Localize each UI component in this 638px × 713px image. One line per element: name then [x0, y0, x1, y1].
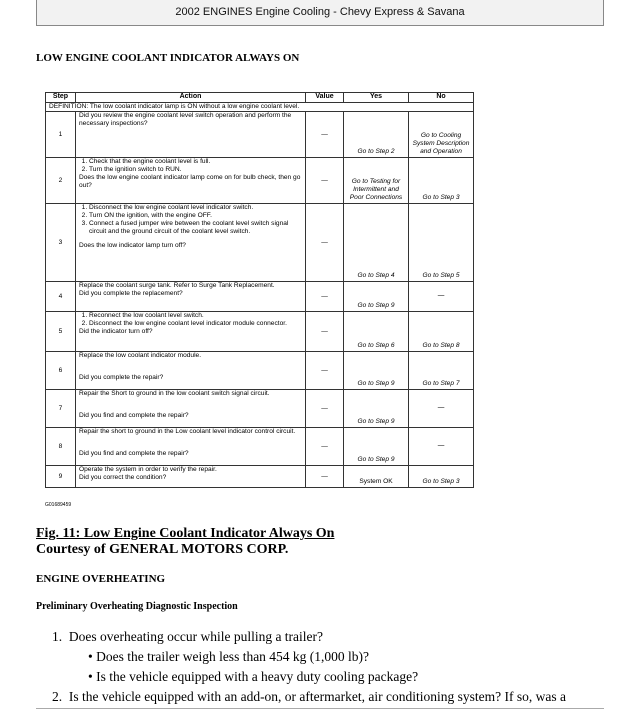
question-number: 1.: [52, 629, 69, 644]
action-question: Does the low indicator lamp turn off?: [79, 242, 186, 249]
yes-cell: Go to Step 9: [344, 282, 409, 312]
step-number: 6: [46, 352, 76, 390]
no-cell: Go to Step 5: [409, 204, 474, 282]
figure-caption-block: [36, 526, 334, 558]
col-step: Step: [46, 93, 76, 103]
yes-cell: Go to Step 9: [344, 390, 409, 428]
step-number: 2: [46, 158, 76, 204]
col-yes: Yes: [344, 93, 409, 103]
no-cell: Go to Step 8: [409, 312, 474, 352]
graphic-id: G01689459: [45, 502, 72, 508]
bullet-item: [88, 669, 418, 685]
question-text: Is the vehicle equipped with an add-on, or aftermarket, air conditioning system? If so, was a: [68, 689, 566, 704]
bullet-dot: •: [88, 669, 97, 684]
table-row: [46, 466, 474, 488]
yes-cell: Go to Step 6: [344, 312, 409, 352]
yes-cell: System OK: [344, 466, 409, 488]
table-row: [46, 352, 474, 390]
no-cell: —: [409, 428, 474, 466]
section-heading: ENGINE OVERHEATING: [36, 573, 166, 585]
no-cell: —: [409, 282, 474, 312]
action-steps: [79, 204, 302, 236]
action-step: 2. Turn ON the ignition, with the engine OFF.: [89, 212, 302, 220]
action-steps: [79, 158, 302, 174]
step-number: 4: [46, 282, 76, 312]
action-question: Did the indicator turn off?: [79, 328, 153, 335]
no-cell: —: [409, 390, 474, 428]
value-cell: —: [306, 158, 344, 204]
definition-text: DEFINITION: The low coolant indicator lamp is ON without a low engine coolant level.: [46, 103, 474, 112]
action-instruction: Replace the coolant surge tank. Refer to Surge Tank Replacement.: [79, 282, 275, 289]
yes-cell: Go to Step 9: [344, 352, 409, 390]
page-bottom-rule: [36, 708, 604, 709]
action-step: 2. Disconnect the low engine coolant level indicator module connector.: [89, 320, 302, 328]
table-row: [46, 282, 474, 312]
value-cell: —: [306, 112, 344, 158]
action-question: Did you correct the condition?: [79, 474, 167, 481]
action-cell: [76, 282, 306, 312]
action-cell: [76, 158, 306, 204]
value-cell: —: [306, 204, 344, 282]
step-number: 8: [46, 428, 76, 466]
no-cell: Go to Cooling System Description and Operation: [409, 112, 474, 158]
no-cell: Go to Step 7: [409, 352, 474, 390]
no-cell: Go to Step 3: [409, 466, 474, 488]
step-number: 5: [46, 312, 76, 352]
bullet-item: [88, 649, 369, 665]
definition-row: [46, 103, 474, 112]
step-number: 1: [46, 112, 76, 158]
yes-cell: Go to Testing for Intermittent and Poor Connections: [344, 158, 409, 204]
action-step: 1. Reconnect the low coolant level switch.: [89, 312, 302, 320]
action-question: Did you find and complete the repair?: [79, 450, 189, 457]
bullet-text: Does the trailer weigh less than 454 kg (1,000 lb)?: [96, 649, 370, 664]
action-question: Did you review the engine coolant level switch operation and perform the necessary inspections?: [79, 112, 292, 127]
yes-cell: Go to Step 2: [344, 112, 409, 158]
bullet-text: Is the vehicle equipped with a heavy duty cooling package?: [96, 669, 419, 684]
table-row: [46, 112, 474, 158]
action-step: 2. Turn the ignition switch to RUN.: [89, 166, 302, 174]
col-value: Value: [306, 93, 344, 103]
figure-courtesy: Courtesy of GENERAL MOTORS CORP.: [36, 542, 289, 557]
action-instruction: Operate the system in order to verify the repair.: [79, 466, 217, 473]
action-step: 1. Disconnect the low engine coolant level indicator switch.: [89, 204, 302, 212]
table-row: [46, 428, 474, 466]
table-row: [46, 204, 474, 282]
value-cell: —: [306, 282, 344, 312]
action-question: Did you complete the repair?: [79, 374, 164, 381]
action-cell: [76, 390, 306, 428]
bullet-dot: •: [88, 649, 97, 664]
value-cell: —: [306, 390, 344, 428]
table-row: [46, 312, 474, 352]
action-cell: [76, 352, 306, 390]
action-instruction: Repair the short to ground in the Low coolant level indicator control circuit.: [79, 428, 296, 435]
page-header-title: 2002 ENGINES Engine Cooling - Chevy Express & Savana: [175, 6, 465, 18]
value-cell: —: [306, 352, 344, 390]
table-row: [46, 158, 474, 204]
question-text: Does overheating occur while pulling a trailer?: [68, 629, 324, 644]
action-question: Did you complete the replacement?: [79, 290, 183, 297]
step-number: 7: [46, 390, 76, 428]
action-step: 1. Check that the engine coolant level is full.: [89, 158, 302, 166]
action-cell: [76, 312, 306, 352]
question-1: [52, 629, 323, 645]
diagnostic-table: [45, 92, 474, 488]
figure-caption: Fig. 11: Low Engine Coolant Indicator Always On: [36, 526, 335, 541]
step-number: 9: [46, 466, 76, 488]
yes-cell: Go to Step 4: [344, 204, 409, 282]
page-header: [36, 0, 604, 26]
question-2: [52, 689, 566, 705]
no-cell: Go to Step 3: [409, 158, 474, 204]
action-cell: [76, 204, 306, 282]
action-steps: [79, 312, 302, 328]
table-header-row: [46, 93, 474, 103]
action-cell: [76, 466, 306, 488]
action-instruction: Repair the Short to ground in the low coolant switch signal circuit.: [79, 390, 270, 397]
value-cell: —: [306, 428, 344, 466]
action-step: 3. Connect a fused jumper wire between the coolant level switch signal circuit and the ground circuit of the coolant level switch.: [89, 220, 302, 236]
value-cell: —: [306, 466, 344, 488]
section-title: LOW ENGINE COOLANT INDICATOR ALWAYS ON: [36, 52, 300, 64]
action-question: Did you find and complete the repair?: [79, 412, 189, 419]
yes-cell: Go to Step 9: [344, 428, 409, 466]
action-cell: [76, 112, 306, 158]
action-cell: [76, 428, 306, 466]
subsection-heading: Preliminary Overheating Diagnostic Inspection: [36, 601, 238, 612]
table-row: [46, 390, 474, 428]
step-number: 3: [46, 204, 76, 282]
value-cell: —: [306, 312, 344, 352]
action-instruction: Replace the low coolant indicator module.: [79, 352, 202, 359]
col-no: No: [409, 93, 474, 103]
col-action: Action: [76, 93, 306, 103]
action-question: Does the low engine coolant indicator lamp come on for bulb check, then go out?: [79, 174, 301, 189]
question-number: 2.: [52, 689, 69, 704]
